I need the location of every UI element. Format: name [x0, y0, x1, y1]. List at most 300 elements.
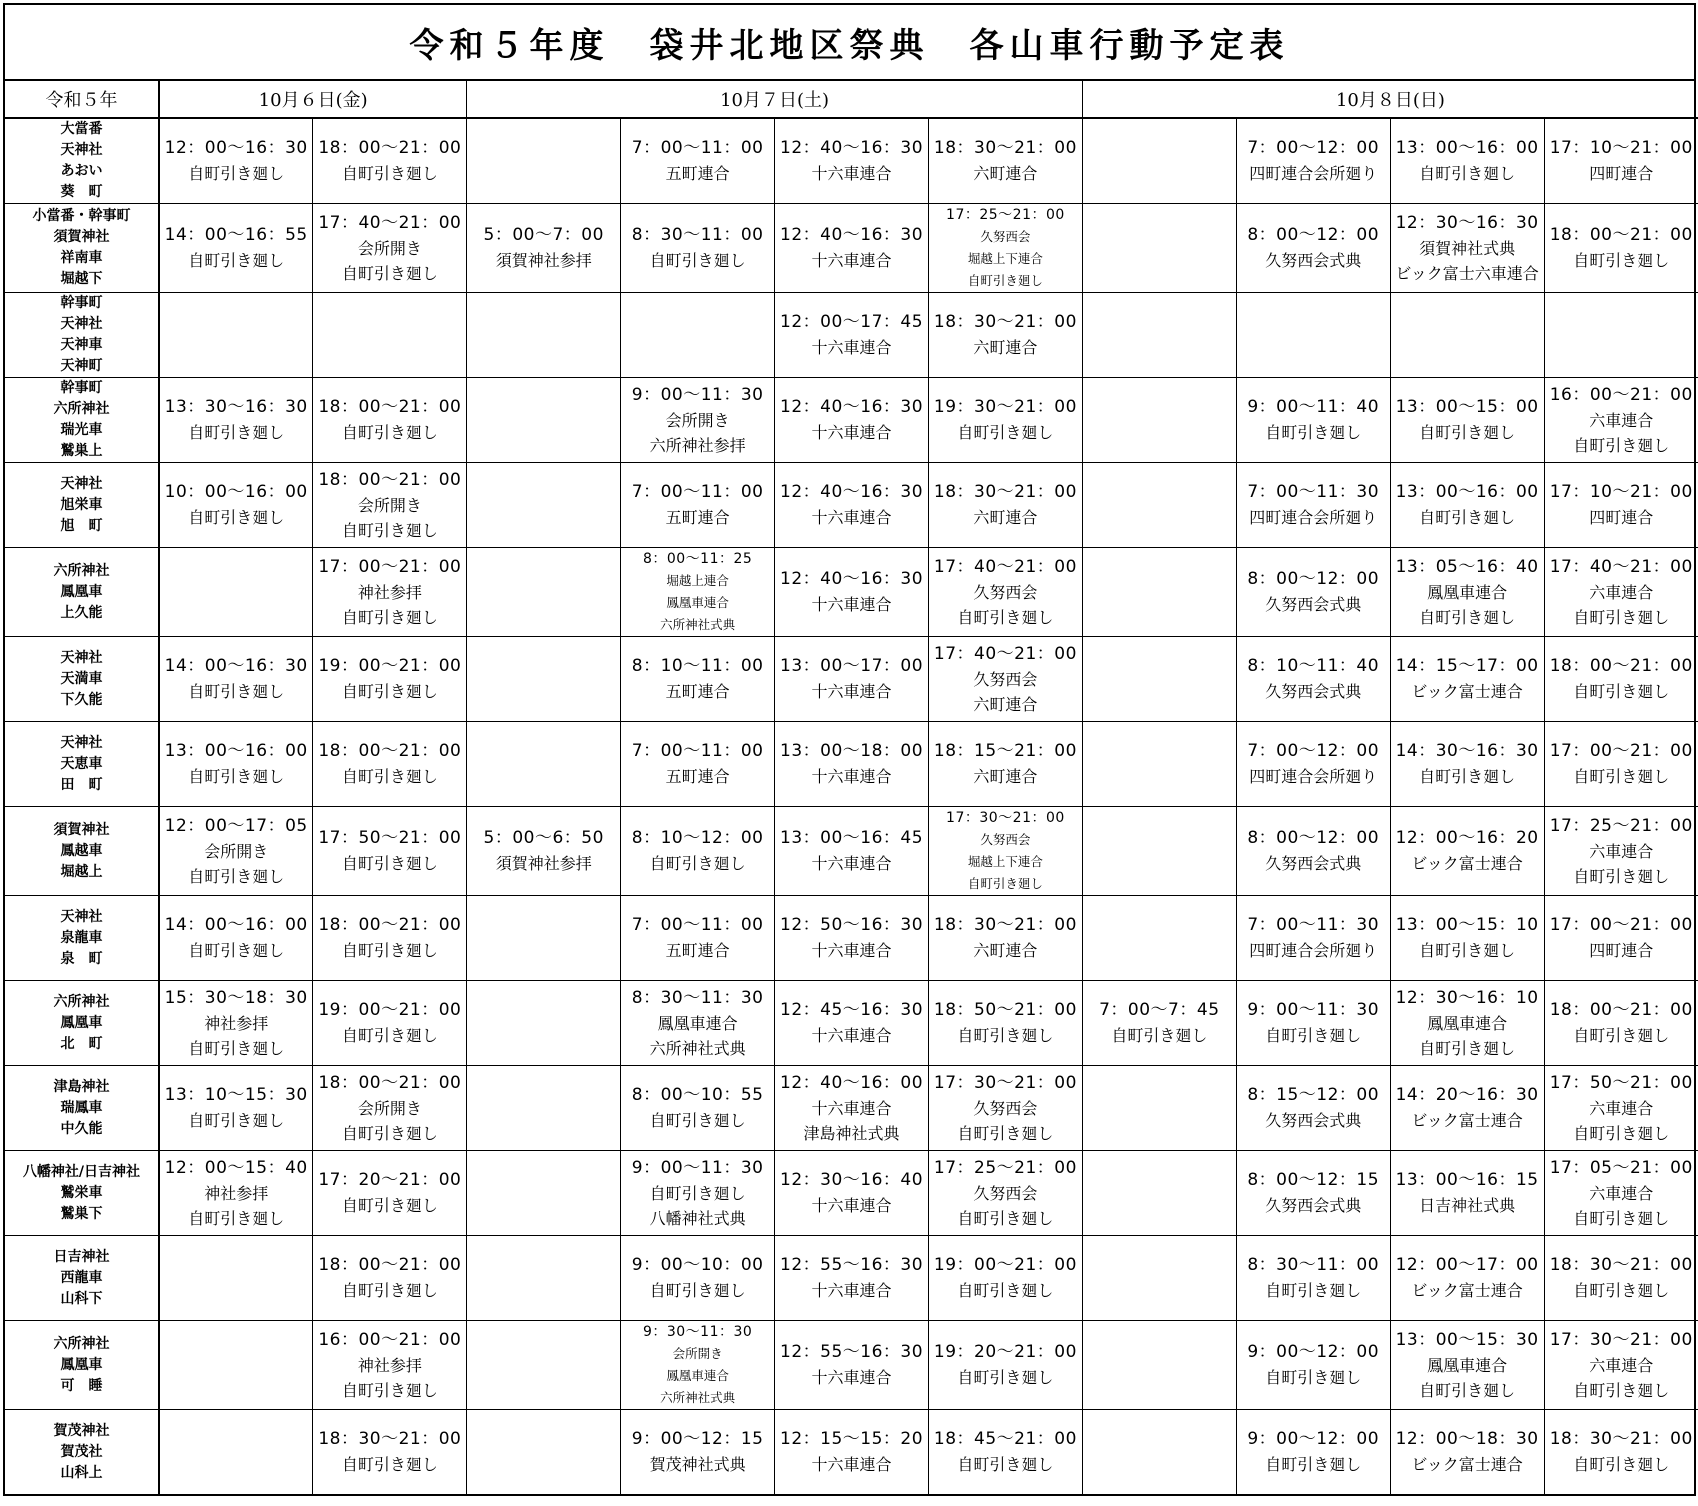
- schedule-row: [5, 118, 1698, 204]
- event-label: 自町引き廻し: [1265, 423, 1362, 442]
- event-label: 自町引き廻し: [188, 767, 285, 786]
- event-label: 久努西会式典: [1265, 854, 1362, 873]
- event-label: 六所神社式典: [660, 617, 736, 632]
- event-label: 自町引き廻し: [1419, 941, 1516, 960]
- schedule-cell: [1544, 118, 1698, 204]
- schedule-cell: [621, 548, 775, 637]
- group-label-line: 山科下: [60, 1290, 103, 1307]
- group-label-line: 須賀神社: [53, 229, 110, 245]
- time-range: 12：55～16：30: [780, 1342, 924, 1362]
- schedule-cell: [928, 204, 1082, 293]
- time-range: 12：00～15：40: [164, 1157, 308, 1178]
- event-label: 堀越上連合: [666, 573, 729, 588]
- event-label: 自町引き廻し: [1573, 1455, 1670, 1474]
- group-label: [5, 722, 159, 807]
- schedule-row: [5, 1321, 1698, 1410]
- time-range: 7：00～12：00: [1247, 138, 1380, 158]
- event-label: 会所開き: [672, 1346, 723, 1361]
- schedule-cell: [928, 1410, 1082, 1495]
- schedule-cell: [775, 896, 929, 981]
- event-label: 自町引き廻し: [1419, 607, 1516, 627]
- schedule-cell: [1544, 204, 1698, 293]
- schedule-cell: [1390, 548, 1544, 637]
- event-label: 八幡神社式典: [649, 1208, 746, 1228]
- time-range: 17：00～21：00: [318, 556, 462, 577]
- time-range: 18：45～21：00: [933, 1429, 1077, 1449]
- time-range: 8：10～11：40: [1247, 656, 1380, 676]
- schedule-cell: [775, 463, 929, 548]
- schedule-cell: [467, 1410, 621, 1495]
- schedule-cell: [313, 637, 467, 722]
- schedule-row: [5, 637, 1698, 722]
- event-label: 自町引き廻し: [341, 1380, 438, 1400]
- event-label: 自町引き廻し: [341, 520, 438, 540]
- group-label-line: 須賀神社: [53, 821, 110, 838]
- time-range: 7：00～12：00: [1247, 741, 1380, 761]
- time-range: 17：25～21：00: [933, 1157, 1077, 1178]
- schedule-row: [5, 463, 1698, 548]
- event-label: 六町連合: [973, 508, 1038, 527]
- group-label-line: 天神社: [60, 649, 103, 666]
- schedule-cell: [159, 463, 313, 548]
- time-range: 13：00～16：15: [1395, 1170, 1539, 1190]
- schedule-cell: [1236, 896, 1390, 981]
- event-label: 自町引き廻し: [188, 1038, 285, 1058]
- time-range: 12：40～16：30: [780, 397, 924, 417]
- group-label: [5, 1151, 159, 1236]
- time-range: 18：00～21：00: [318, 1255, 462, 1275]
- group-label-line: 鳳凰車: [60, 1356, 103, 1373]
- schedule-cell: [928, 1236, 1082, 1321]
- schedule-cell: [1236, 293, 1390, 378]
- group-label-line: 旭 町: [60, 517, 103, 534]
- schedule-table: [5, 81, 1698, 1494]
- schedule-cell: [467, 1151, 621, 1236]
- group-label: [5, 1321, 159, 1410]
- time-range: 17：40～21：00: [933, 643, 1077, 664]
- schedule-cell: [159, 722, 313, 807]
- time-range: 19：00～21：00: [318, 1000, 462, 1020]
- time-range: 13：00～16：00: [1395, 138, 1539, 158]
- time-range: 13：00～17：00: [780, 656, 924, 676]
- event-label: 自町引き廻し: [188, 682, 285, 701]
- time-range: 7：00～11：00: [631, 138, 764, 158]
- schedule-cell: [159, 807, 313, 896]
- time-range: 9：00～11：40: [1247, 397, 1380, 417]
- time-range: 17：20～21：00: [318, 1170, 462, 1190]
- event-label: 会所開き: [665, 410, 730, 430]
- time-range: 13：00～18：00: [780, 741, 924, 761]
- time-range: 12：45～16：30: [780, 1000, 924, 1020]
- time-range: 18：00～21：00: [318, 397, 462, 417]
- schedule-cell: [775, 1236, 929, 1321]
- event-label: 十六車連合: [811, 595, 892, 614]
- event-label: 六町連合: [973, 338, 1038, 357]
- group-label-line: 堀越下: [60, 271, 103, 287]
- schedule-row: [5, 807, 1698, 896]
- event-label: 自町引き廻し: [1419, 1038, 1516, 1058]
- group-label: [5, 981, 159, 1066]
- event-label: 自町引き廻し: [649, 1183, 746, 1203]
- event-label: 須賀神社参拝: [495, 854, 592, 873]
- schedule-cell: [928, 807, 1082, 896]
- event-label: 自町引き廻し: [341, 1026, 438, 1045]
- schedule-cell: [1544, 1321, 1698, 1410]
- time-range: 9：00～12：00: [1247, 1342, 1380, 1362]
- event-label: 自町引き廻し: [957, 1455, 1054, 1474]
- schedule-cell: [1544, 1410, 1698, 1495]
- time-range: 12：40～16：00: [780, 1072, 924, 1093]
- time-range: 17：50～21：00: [318, 828, 462, 848]
- schedule-cell: [313, 204, 467, 293]
- group-label-line: 堀越上: [60, 863, 103, 880]
- schedule-cell: [1544, 1151, 1698, 1236]
- time-range: 12：00～16：20: [1395, 828, 1539, 848]
- header-row: [5, 81, 1698, 118]
- schedule-cell: [775, 293, 929, 378]
- event-label: 十六車連合: [811, 941, 892, 960]
- schedule-cell: [775, 722, 929, 807]
- group-label: [5, 378, 159, 463]
- schedule-cell: [1544, 637, 1698, 722]
- event-label: 自町引き廻し: [957, 1208, 1054, 1228]
- event-label: 賀茂神社式典: [649, 1455, 746, 1474]
- event-label: 自町引き廻し: [957, 1123, 1054, 1143]
- group-label: [5, 807, 159, 896]
- event-label: 自町引き廻し: [957, 607, 1054, 627]
- schedule-cell: [1390, 1236, 1544, 1321]
- event-label: 自町引き廻し: [1573, 1123, 1670, 1143]
- event-label: 自町引き廻し: [341, 1281, 438, 1300]
- schedule-cell: [1544, 548, 1698, 637]
- group-label: [5, 118, 159, 204]
- time-range: 17：30～21：00: [933, 1072, 1077, 1093]
- time-range: 14：00～16：00: [164, 915, 308, 935]
- event-label: 自町引き廻し: [649, 1111, 746, 1130]
- group-label-line: 賀茂神社: [53, 1422, 110, 1439]
- schedule-cell: [467, 204, 621, 293]
- time-range: 17：40～21：00: [933, 556, 1077, 577]
- time-range: 18：00～21：00: [1549, 1000, 1693, 1020]
- schedule-cell: [467, 722, 621, 807]
- time-range: 17：05～21：00: [1549, 1157, 1693, 1178]
- event-label: 六所神社式典: [660, 1390, 736, 1405]
- time-range: 18：00～21：00: [1549, 656, 1693, 676]
- group-label-line: 北 町: [60, 1035, 103, 1052]
- time-range: 17：00～21：00: [1549, 741, 1693, 761]
- schedule-cell: [775, 1066, 929, 1151]
- time-range: 8：00～11：25: [642, 551, 753, 567]
- time-range: 18：30～21：00: [1549, 1255, 1693, 1275]
- day-header: 10月６日(金): [159, 81, 467, 118]
- schedule-cell: [621, 293, 775, 378]
- event-label: 自町引き廻し: [188, 1111, 285, 1130]
- schedule-cell: [621, 896, 775, 981]
- schedule-cell: [621, 118, 775, 204]
- group-label-line: 六所神社: [53, 562, 110, 579]
- schedule-cell: [159, 204, 313, 293]
- group-label-line: 天恵車: [60, 755, 103, 772]
- schedule-cell: [928, 548, 1082, 637]
- schedule-cell: [1082, 1066, 1236, 1151]
- schedule-cell: [467, 378, 621, 463]
- event-label: 六車連合: [1589, 1183, 1654, 1203]
- time-range: 12：30～16：10: [1395, 987, 1539, 1008]
- event-label: 十六車連合: [811, 1368, 892, 1387]
- time-range: 17：10～21：00: [1549, 482, 1693, 502]
- event-label: 自町引き廻し: [341, 1123, 438, 1143]
- day-header: 10月８日(日): [1082, 81, 1698, 118]
- schedule-cell: [1236, 981, 1390, 1066]
- event-label: ビック富士連合: [1411, 854, 1523, 873]
- event-label: 四町連合: [1589, 508, 1654, 527]
- group-label-line: 日吉神社: [53, 1248, 110, 1265]
- event-label: 四町連合会所廻り: [1249, 941, 1378, 960]
- schedule-cell: [775, 204, 929, 293]
- schedule-cell: [775, 1321, 929, 1410]
- event-label: 自町引き廻し: [1573, 251, 1670, 270]
- event-label: 四町連合会所廻り: [1249, 767, 1378, 786]
- event-label: 会所開き: [357, 1098, 422, 1118]
- time-range: 9：00～11：30: [631, 384, 764, 405]
- event-label: 自町引き廻し: [649, 854, 746, 873]
- schedule-cell: [1390, 722, 1544, 807]
- group-label-line: 小當番・幹事町: [32, 208, 131, 224]
- time-range: 8：10～11：00: [631, 656, 764, 676]
- schedule-cell: [313, 293, 467, 378]
- event-label: 堀越上下連合: [967, 854, 1043, 869]
- event-label: 自町引き廻し: [957, 1368, 1054, 1387]
- event-label: 神社参拝: [357, 582, 422, 602]
- schedule-cell: [775, 1151, 929, 1236]
- schedule-cell: [1390, 896, 1544, 981]
- time-range: 9：30～11：30: [642, 1324, 753, 1340]
- schedule-cell: [159, 118, 313, 204]
- schedule-cell: [1236, 1236, 1390, 1321]
- group-label-line: あおい: [60, 163, 103, 179]
- time-range: 17：50～21：00: [1549, 1072, 1693, 1093]
- time-range: 8：15～12：00: [1247, 1085, 1380, 1105]
- time-range: 18：50～21：00: [933, 1000, 1077, 1020]
- time-range: 18：00～21：00: [318, 741, 462, 761]
- time-range: 14：15～17：00: [1395, 656, 1539, 676]
- schedule-cell: [313, 1236, 467, 1321]
- group-label-line: 天満車: [60, 670, 103, 687]
- group-label-line: 山科上: [60, 1464, 103, 1481]
- time-range: 15：30～18：30: [164, 987, 308, 1008]
- event-label: 四町連合会所廻り: [1249, 508, 1378, 527]
- event-label: 自町引き廻し: [1573, 866, 1670, 886]
- group-label: [5, 293, 159, 378]
- schedule-cell: [1236, 807, 1390, 896]
- title-bar: [5, 5, 1694, 81]
- schedule-cell: [1390, 204, 1544, 293]
- schedule-cell: [1390, 293, 1544, 378]
- schedule-cell: [775, 378, 929, 463]
- event-label: 自町引き廻し: [188, 164, 285, 183]
- event-label: 五町連合: [665, 164, 730, 183]
- schedule-cell: [1082, 722, 1236, 807]
- schedule-cell: [1082, 1151, 1236, 1236]
- event-label: 自町引き廻し: [341, 1196, 438, 1215]
- time-range: 18：00～21：00: [318, 915, 462, 935]
- schedule-cell: [159, 1410, 313, 1495]
- schedule-cell: [159, 1236, 313, 1321]
- time-range: 8：30～11：30: [631, 987, 764, 1008]
- time-range: 8：10～12：00: [631, 828, 764, 848]
- event-label: 十六車連合: [811, 338, 892, 357]
- schedule-cell: [1390, 378, 1544, 463]
- group-label-line: 天神社: [60, 908, 103, 925]
- schedule-cell: [621, 637, 775, 722]
- event-label: 自町引き廻し: [188, 1208, 285, 1228]
- schedule-cell: [159, 896, 313, 981]
- schedule-cell: [159, 637, 313, 722]
- group-label-line: 幹事町: [60, 295, 103, 311]
- time-range: 17：30～21：00: [946, 810, 1065, 826]
- schedule-cell: [928, 1066, 1082, 1151]
- event-label: 十六車連合: [811, 1455, 892, 1474]
- schedule-cell: [928, 1151, 1082, 1236]
- group-label-line: 祥南車: [60, 250, 103, 266]
- schedule-cell: [1236, 204, 1390, 293]
- event-label: 自町引き廻し: [1573, 1380, 1670, 1400]
- event-label: 自町引き廻し: [1573, 682, 1670, 701]
- event-label: 自町引き廻し: [1573, 1281, 1670, 1300]
- time-range: 12：00～17：00: [1395, 1255, 1539, 1275]
- event-label: 六町連合: [973, 164, 1038, 183]
- event-label: ビック富士連合: [1411, 1111, 1523, 1130]
- event-label: 四町連合会所廻り: [1249, 164, 1378, 183]
- event-label: 自町引き廻し: [1419, 508, 1516, 527]
- event-label: 神社参拝: [204, 1013, 269, 1033]
- group-label-line: 幹事町: [60, 380, 103, 396]
- schedule-cell: [1544, 981, 1698, 1066]
- event-label: 自町引き廻し: [188, 423, 285, 442]
- event-label: 久努西会式典: [1265, 1196, 1362, 1215]
- event-label: 自町引き廻し: [967, 273, 1043, 288]
- time-range: 19：00～21：00: [933, 1255, 1077, 1275]
- group-label: [5, 637, 159, 722]
- schedule-cell: [928, 981, 1082, 1066]
- event-label: 自町引き廻し: [188, 866, 285, 886]
- time-range: 12：30～16：30: [1395, 212, 1539, 233]
- schedule-cell: [928, 293, 1082, 378]
- time-range: 7：00～11：30: [1247, 482, 1380, 502]
- group-label-line: 天神社: [60, 316, 103, 332]
- group-label-line: 六所神社: [53, 993, 110, 1010]
- time-range: 19：30～21：00: [933, 397, 1077, 417]
- group-label-line: 天神社: [60, 142, 103, 158]
- event-label: 自町引き廻し: [341, 423, 438, 442]
- group-label-line: 八幡神社/日吉神社: [22, 1163, 141, 1180]
- schedule-cell: [621, 807, 775, 896]
- time-range: 19：20～21：00: [933, 1342, 1077, 1362]
- schedule-cell: [928, 637, 1082, 722]
- schedule-cell: [928, 722, 1082, 807]
- event-label: ビック富士連合: [1411, 1455, 1523, 1474]
- schedule-cell: [1082, 204, 1236, 293]
- event-label: 自町引き廻し: [1573, 767, 1670, 786]
- schedule-row: [5, 204, 1698, 293]
- schedule-cell: [621, 204, 775, 293]
- schedule-cell: [467, 637, 621, 722]
- event-label: 十六車連合: [811, 1026, 892, 1045]
- group-label-line: 大當番: [60, 121, 103, 137]
- schedule-cell: [1390, 1151, 1544, 1236]
- event-label: 須賀神社式典: [1419, 238, 1516, 258]
- schedule-cell: [1082, 548, 1236, 637]
- event-label: 日吉神社式典: [1419, 1196, 1516, 1215]
- event-label: 自町引き廻し: [1265, 1455, 1362, 1474]
- schedule-cell: [1082, 463, 1236, 548]
- schedule-cell: [313, 722, 467, 807]
- group-label-line: 天神車: [60, 337, 103, 353]
- event-label: 会所開き: [357, 238, 422, 258]
- event-label: 久努西会: [973, 669, 1038, 689]
- time-range: 9：00～12：15: [631, 1429, 764, 1449]
- event-label: 自町引き廻し: [1419, 767, 1516, 786]
- time-range: 18：30～21：00: [318, 1429, 462, 1449]
- event-label: 四町連合: [1589, 164, 1654, 183]
- schedule-cell: [1236, 722, 1390, 807]
- event-label: 堀越上下連合: [967, 251, 1043, 266]
- time-range: 17：40～21：00: [1549, 556, 1693, 577]
- time-range: 18：00～21：00: [318, 138, 462, 158]
- time-range: 10：00～16：00: [164, 482, 308, 502]
- group-label-line: 中久能: [60, 1120, 103, 1137]
- time-range: 13：05～16：40: [1395, 556, 1539, 577]
- time-range: 16：00～21：00: [1549, 384, 1693, 405]
- time-range: 14：20～16：30: [1395, 1085, 1539, 1105]
- time-range: 18：30～21：00: [1549, 1429, 1693, 1449]
- event-label: 久努西会式典: [1265, 682, 1362, 701]
- time-range: 14：00～16：30: [164, 656, 308, 676]
- schedule-cell: [159, 293, 313, 378]
- time-range: 13：00～16：00: [1395, 482, 1539, 502]
- schedule-cell: [159, 1151, 313, 1236]
- group-label-line: 津島神社: [53, 1078, 110, 1095]
- schedule-cell: [621, 1321, 775, 1410]
- schedule-row: [5, 293, 1698, 378]
- event-label: 十六車連合: [811, 767, 892, 786]
- event-label: 十六車連合: [811, 854, 892, 873]
- time-range: 7：00～11：00: [631, 915, 764, 935]
- group-label: [5, 1236, 159, 1321]
- time-range: 18：00～21：00: [1549, 225, 1693, 245]
- schedule-cell: [928, 1321, 1082, 1410]
- event-label: 自町引き廻し: [1419, 423, 1516, 442]
- event-label: 会所開き: [204, 841, 269, 861]
- schedule-cell: [1236, 548, 1390, 637]
- schedule-cell: [313, 896, 467, 981]
- time-range: 12：40～16：30: [780, 138, 924, 158]
- time-range: 8：00～10：55: [631, 1085, 764, 1105]
- event-label: 自町引き廻し: [1419, 1380, 1516, 1400]
- schedule-cell: [1390, 118, 1544, 204]
- event-label: 自町引き廻し: [1419, 164, 1516, 183]
- event-label: 自町引き廻し: [1265, 1281, 1362, 1300]
- schedule-cell: [1082, 637, 1236, 722]
- schedule-cell: [1236, 118, 1390, 204]
- schedule-cell: [467, 118, 621, 204]
- event-label: 四町連合: [1589, 941, 1654, 960]
- event-label: 久努西会: [973, 1183, 1038, 1203]
- schedule-cell: [313, 1151, 467, 1236]
- time-range: 7：00～11：00: [631, 741, 764, 761]
- schedule-cell: [1082, 293, 1236, 378]
- schedule-cell: [313, 1321, 467, 1410]
